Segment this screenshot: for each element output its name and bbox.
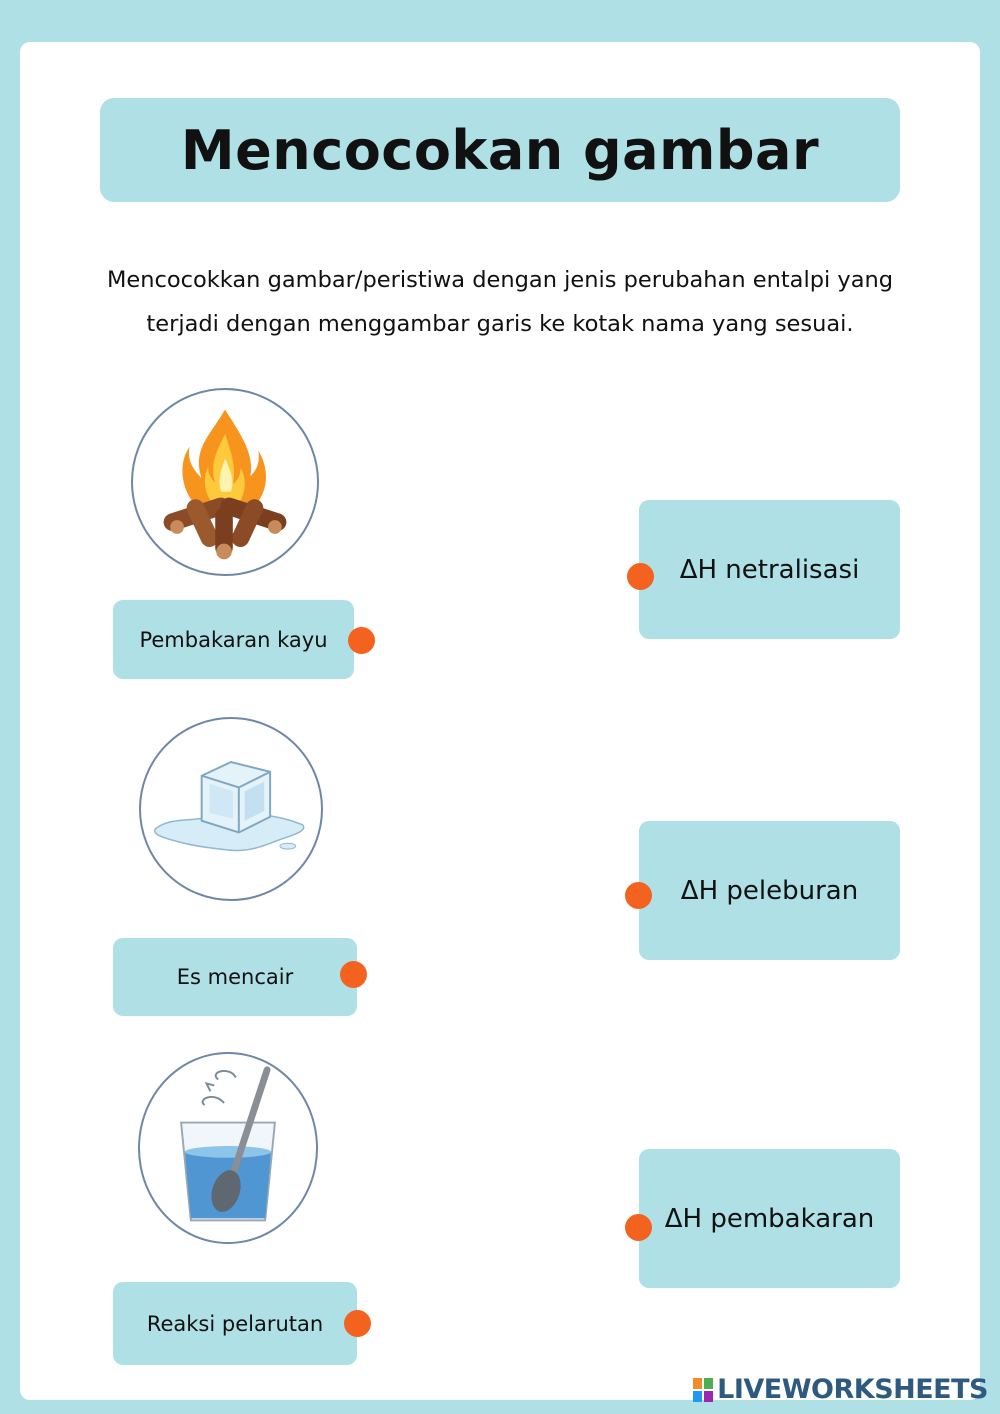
melting-ice-image <box>139 717 323 901</box>
liveworksheets-brand <box>692 1374 988 1405</box>
page-title: Mencocokan gambar <box>180 118 820 182</box>
item-label-text: Pembakaran kayu <box>139 627 328 652</box>
glass-stirring-image <box>138 1052 318 1244</box>
answer-box-pembakaran <box>639 1149 900 1288</box>
campfire-image <box>131 388 319 576</box>
instructions-text: Mencocokkan gambar/peristiwa dengan jenis perubahan entalpi yang terjadi dengan menggambar garis ke kotak nama yang sesuai. <box>106 267 894 337</box>
answer-label-text: ΔH pembakaran <box>664 1203 875 1234</box>
answer-box-netralisasi <box>639 500 900 639</box>
item-label-es-mencair <box>113 938 357 1016</box>
match-dot-item-1[interactable] <box>348 627 375 654</box>
title-banner <box>100 98 900 202</box>
brand-text: LIVEWORKSHEETS <box>717 1374 988 1405</box>
answer-box-peleburan <box>639 821 900 960</box>
match-dot-answer-1[interactable] <box>627 563 654 590</box>
answer-label-text: ΔH peleburan <box>680 875 859 906</box>
answer-label-text: ΔH netralisasi <box>679 554 860 585</box>
item-label-pembakaran-kayu <box>113 600 354 679</box>
liveworksheets-logo-icon <box>692 1377 714 1403</box>
match-dot-answer-2[interactable] <box>625 882 652 909</box>
match-dot-item-2[interactable] <box>340 961 367 988</box>
item-label-text: Reaksi pelarutan <box>146 1311 324 1336</box>
match-dot-item-3[interactable] <box>344 1310 371 1337</box>
item-label-reaksi-pelarutan <box>113 1282 357 1365</box>
match-dot-answer-3[interactable] <box>625 1214 652 1241</box>
item-label-text: Es mencair <box>176 965 294 989</box>
